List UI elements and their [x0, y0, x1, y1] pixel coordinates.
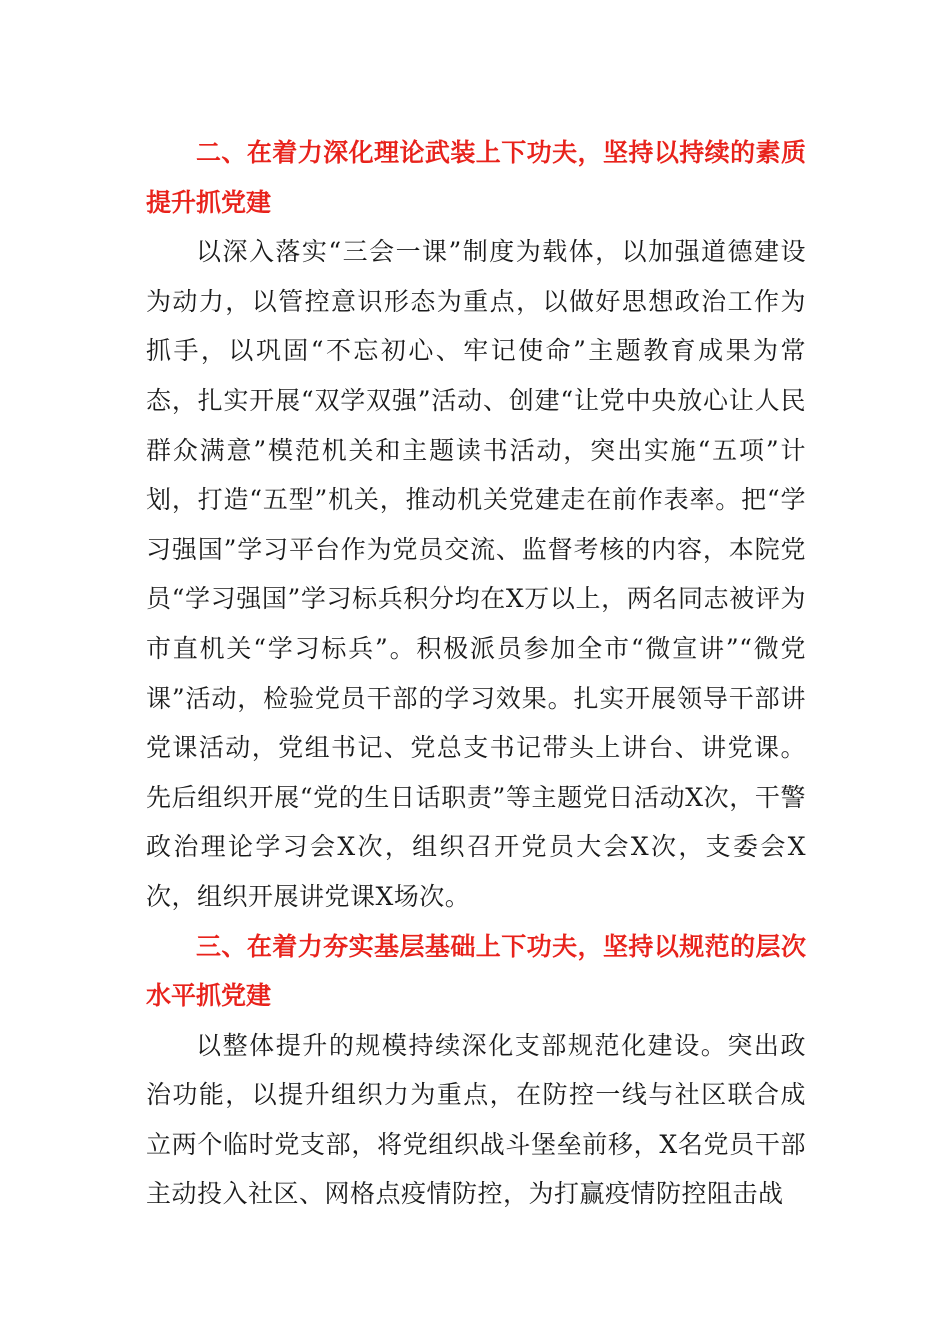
document-page	[146, 128, 806, 1219]
section-body-3: 以整体提升的规模持续深化支部规范化建设。突出政治功能，以提升组织力为重点，在防控一线与社区联合成立两个临时党支部，将党组织战斗堡垒前移，X名党员干部主动投入社区、网格点疫情防控，为打赢疫情防控阻击战	[146, 1030, 806, 1209]
section-heading-2: 二、在着力深化理论武装上下功夫，坚持以持续的素质提升抓党建	[146, 138, 806, 217]
section-heading-3: 三、在着力夯实基层基础上下功夫，坚持以规范的层次水平抓党建	[146, 931, 806, 1011]
section-body-2: 以深入落实“三会一课”制度为载体，以加强道德建设为动力，以管控意识形态为重点，以做好思想政治工作为抓手，以巩固“不忘初心、牢记使命”主题教育成果为常态，扎实开展“双学双强”活动、创建“让党中央放心让人民群众满意”模范机关和主题读书活动，突出实施“五项”计划，打造“五型”机关，推动机关党建走在前作表率。把“学习强国”学习平台作为党员交流、监督考核的内容，本院党员“学习强国”学习标兵积分均在X万以上，两名同志被评为市直机关“学习标兵”。积极派员参加全市“微宣讲”“微党课”活动，检验党员干部的学习效果。扎实开展领导干部讲党课活动，党组书记、党总支书记带头上讲台、讲党课。先后组织开展“党的生日话职责”等主题党日活动X次，干警政治理论学习会X次，组织召开党员大会X次，支委会X次，组织开展讲党课X场次。	[146, 237, 806, 911]
